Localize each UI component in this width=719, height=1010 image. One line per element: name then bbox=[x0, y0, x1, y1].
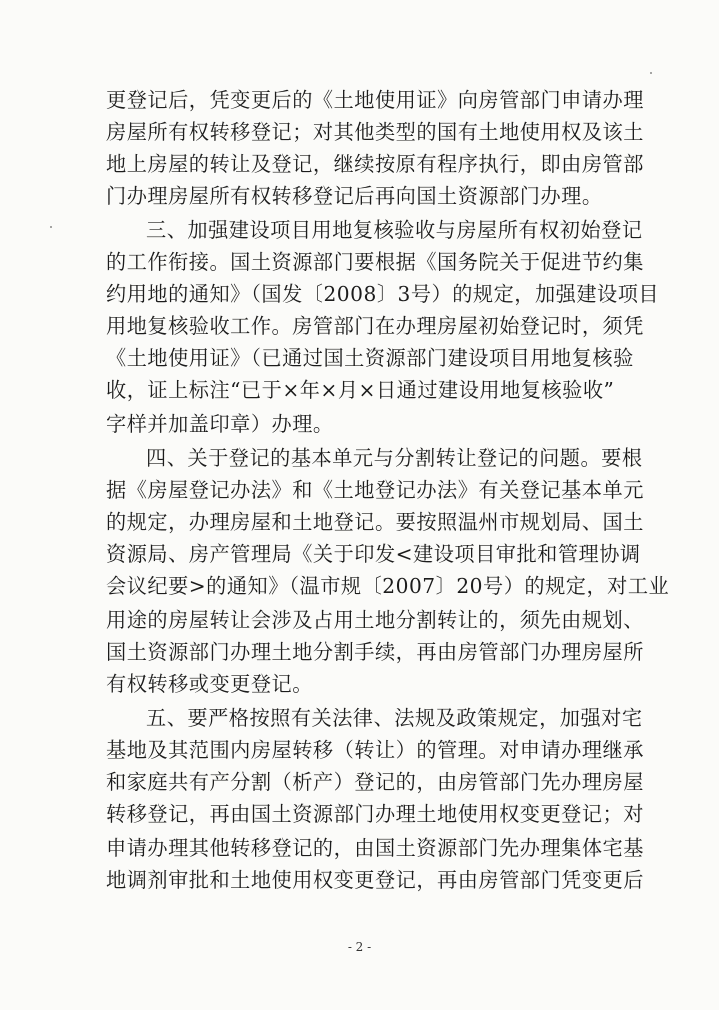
text-line: 和家庭共有产分割（析产）登记的，由房管部门先办理房屋 bbox=[106, 770, 644, 794]
text-line: 的规定，办理房屋和土地登记。要按照温州市规划局、国土 bbox=[106, 510, 644, 534]
text-line: 地上房屋的转让及登记，继续按原有程序执行，即由房管部 bbox=[106, 152, 644, 176]
text-line: 门办理房屋所有权转移登记后再向国土资源部门办理。 bbox=[106, 184, 603, 208]
text-line: 字样并加盖印章）办理。 bbox=[106, 412, 334, 436]
text-line: 房屋所有权转移登记；对其他类型的国有土地使用权及该土 bbox=[106, 120, 644, 144]
text-line: 收，证上标注“已于×年×月×日通过建设用地复核验收” bbox=[106, 378, 615, 402]
text-line: 的工作衔接。国土资源部门要根据《国务院关于促进节约集 bbox=[106, 250, 644, 274]
text-line: 基地及其范围内房屋转移（转让）的管理。对申请办理继承 bbox=[106, 738, 644, 762]
text-line: 用途的房屋转让会涉及占用土地分割转让的，须先由规划、 bbox=[106, 608, 644, 632]
text-line: 资源局、房产管理局《关于印发<建设项目审批和管理协调 bbox=[106, 542, 641, 566]
text-line: 会议纪要>的通知》（温市规〔2007〕20号）的规定，对工业 bbox=[106, 574, 670, 598]
text-line: 约用地的通知》（国发〔2008〕3号）的规定，加强建设项目 bbox=[106, 282, 660, 306]
scan-speck bbox=[650, 72, 652, 74]
paragraph-5-first-line: 五、要严格按照有关法律、法规及政策规定，加强对宅 bbox=[146, 706, 643, 730]
scan-speck bbox=[50, 226, 52, 228]
text-line: 转移登记，再由国土资源部门办理土地使用权变更登记；对 bbox=[106, 802, 644, 826]
text-line: 有权转移或变更登记。 bbox=[106, 672, 313, 696]
text-line: 地调剂审批和土地使用权变更登记，再由房管部门凭变更后 bbox=[106, 868, 644, 892]
text-line: 申请办理其他转移登记的，由国土资源部门先办理集体宅基 bbox=[106, 836, 644, 860]
paragraph-4-first-line: 四、关于登记的基本单元与分割转让登记的问题。要根 bbox=[146, 446, 643, 470]
paragraph-3-first-line: 三、加强建设项目用地复核验收与房屋所有权初始登记 bbox=[146, 218, 643, 242]
text-line: 《土地使用证》（已通过国土资源部门建设项目用地复核验 bbox=[106, 346, 634, 370]
text-line: 用地复核验收工作。房管部门在办理房屋初始登记时，须凭 bbox=[106, 314, 644, 338]
text-line: 更登记后，凭变更后的《土地使用证》向房管部门申请办理 bbox=[106, 88, 644, 112]
page-number: - 2 - bbox=[347, 940, 372, 954]
text-line: 国土资源部门办理土地分割手续，再由房管部门办理房屋所 bbox=[106, 640, 644, 664]
text-line: 据《房屋登记办法》和《土地登记办法》有关登记基本单元 bbox=[106, 478, 644, 502]
